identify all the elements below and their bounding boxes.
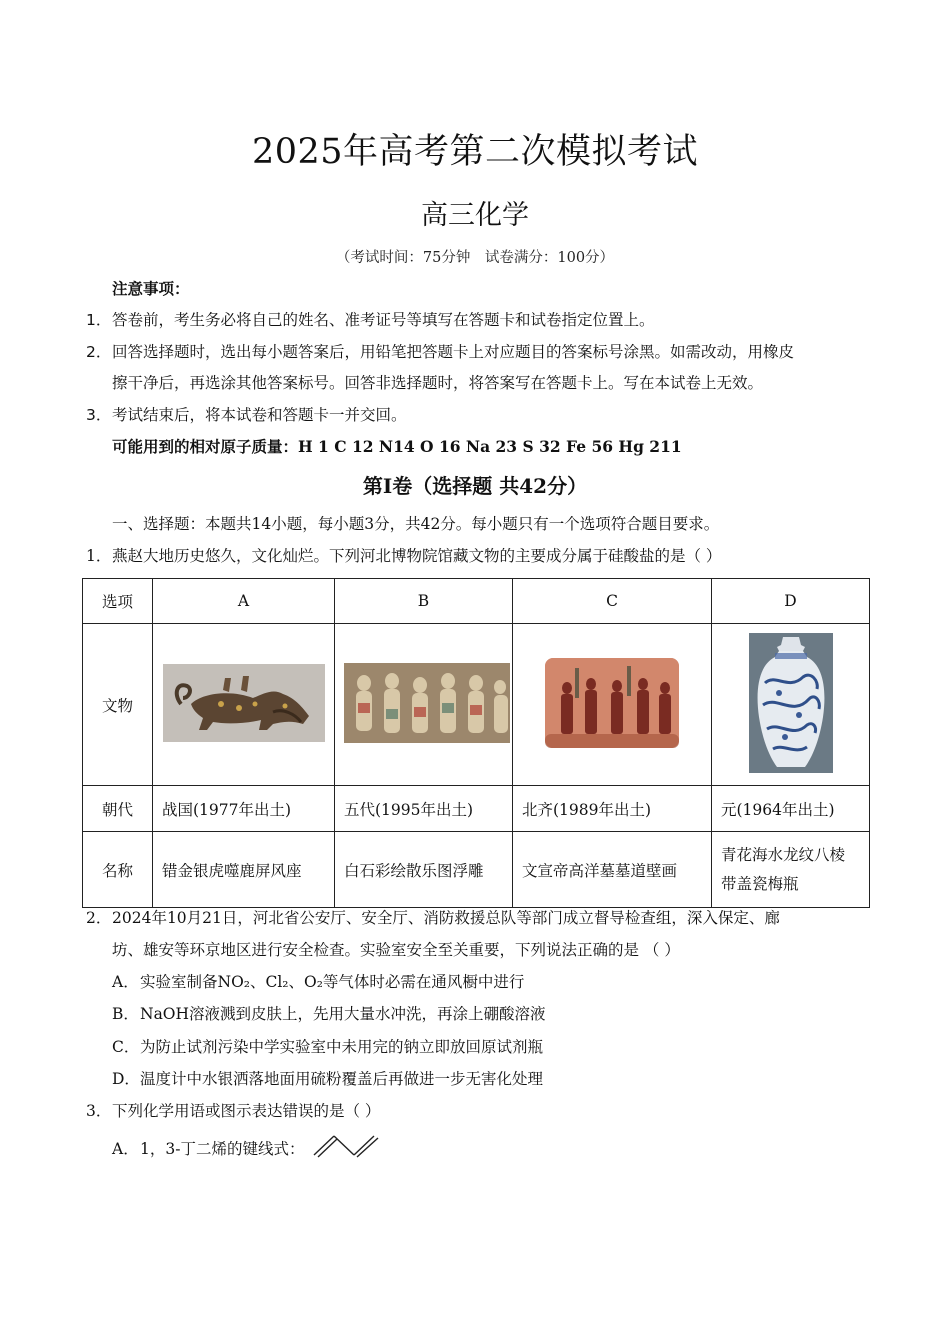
- artifact-c-cell: [513, 624, 712, 786]
- note-item-3: [86, 404, 407, 426]
- note-number: 2．: [86, 343, 112, 361]
- q2-option-d: [112, 1068, 543, 1090]
- q2-option-c: [112, 1036, 543, 1058]
- table-cell: 战国(1977年出土): [153, 786, 335, 832]
- table-dynasty-row: [83, 786, 870, 832]
- artifact-b-cell: [335, 624, 513, 786]
- q2-option-a: [112, 971, 524, 993]
- option-label: C．: [112, 1038, 140, 1056]
- table-header-cell: D: [712, 579, 870, 624]
- butadiene-skeletal-formula: [312, 1133, 382, 1159]
- question-number: 2．: [86, 909, 112, 927]
- table-header-cell: A: [153, 579, 335, 624]
- option-text: 为防止试剂污染中学实验室中未用完的钠立即放回原试剂瓶: [140, 1038, 544, 1056]
- option-label: D．: [112, 1070, 140, 1088]
- table-cell-line: 带盖瓷梅瓶: [721, 874, 799, 893]
- note-text: 回答选择题时，选出每小题答案后，用铅笔把答题卡上对应题目的答案标号涂黑。如需改动，用橡皮: [112, 343, 795, 361]
- question-3: [86, 1100, 380, 1122]
- table-header-row: [83, 579, 870, 624]
- mural-painting-image: [545, 658, 679, 748]
- table-header-cell: C: [513, 579, 712, 624]
- option-label: A．: [112, 973, 139, 991]
- porcelain-vase-image: [749, 633, 833, 773]
- table-row-label: 文物: [83, 624, 153, 786]
- note-number: 1．: [86, 311, 112, 329]
- table-row-label: 名称: [83, 832, 153, 908]
- question-number: 1．: [86, 547, 112, 565]
- exam-subtitle: 高三化学: [421, 200, 529, 231]
- section-instruction: 一、选择题：本题共14小题，每小题3分，共42分。每小题只有一个选项符合题目要求。: [112, 515, 720, 533]
- option-label: A．: [112, 1140, 139, 1158]
- question-2-cont: 坊、雄安等环京地区进行安全检查。实验室安全至关重要，下列说法正确的是 （ ）: [112, 941, 680, 959]
- option-text: 实验室制备NO₂、Cl₂、O₂等气体时必需在通风橱中进行: [140, 973, 525, 991]
- question-2: [86, 907, 780, 929]
- option-text: 1，3-丁二烯的键线式：: [140, 1140, 305, 1158]
- table-cell-line: 青花海水龙纹八棱: [721, 845, 846, 864]
- table-cell: 文宣帝高洋墓墓道壁画: [513, 832, 712, 908]
- question-number: 3．: [86, 1102, 112, 1120]
- artifact-d-cell: [712, 624, 870, 786]
- relief-carving-image: [344, 663, 510, 743]
- table-header-cell: 选项: [83, 579, 153, 624]
- option-label: B．: [112, 1005, 139, 1023]
- q3-option-a: [112, 1138, 304, 1160]
- option-text: NaOH溶液溅到皮肤上，先用大量水冲洗，再涂上硼酸溶液: [140, 1005, 546, 1023]
- question-stem: 下列化学用语或图示表达错误的是（ ）: [112, 1102, 381, 1120]
- table-cell: 元(1964年出土): [712, 786, 870, 832]
- table-cell: 北齐(1989年出土): [513, 786, 712, 832]
- table-cell: 五代(1995年出土): [335, 786, 513, 832]
- table-cell: 白石彩绘散乐图浮雕: [335, 832, 513, 908]
- tiger-bronze-image: [163, 664, 325, 742]
- table-row-label: 朝代: [83, 786, 153, 832]
- note-item-2-cont: 擦干净后，再选涂其他答案标号。回答非选择题时，将答案写在答题卡上。写在本试卷上无效。: [112, 374, 764, 392]
- table-artifact-row: [83, 624, 870, 786]
- note-item-2: [86, 341, 794, 363]
- question-stem: 2024年10月21日，河北省公安厅、安全厅、消防救援总队等部门成立督导检查组，深入保定、廊: [112, 909, 780, 927]
- note-text: 考试结束后，将本试卷和答题卡一并交回。: [112, 406, 407, 424]
- option-text: 温度计中水银洒落地面用硫粉覆盖后再做进一步无害化处理: [140, 1070, 544, 1088]
- question-stem: 燕赵大地历史悠久，文化灿烂。下列河北博物院馆藏文物的主要成分属于硅酸盐的是（ ）: [112, 547, 722, 565]
- atomic-masses: 可能用到的相对原子质量：H 1 C 12 N14 O 16 Na 23 S 32 Fe 56 Hg 211: [112, 437, 682, 456]
- q2-option-b: [112, 1003, 546, 1025]
- question-1: [86, 545, 721, 567]
- note-number: 3．: [86, 406, 112, 424]
- notes-heading: 注意事项：: [112, 280, 190, 298]
- note-item-1: [86, 309, 655, 331]
- table-header-cell: B: [335, 579, 513, 624]
- section-title: 第Ⅰ卷（选择题 共42分）: [362, 474, 588, 498]
- exam-title: 2025年高考第二次模拟考试: [251, 132, 699, 172]
- exam-info: （考试时间：75分钟 试卷满分：100分）: [335, 250, 615, 266]
- table-name-row: [83, 832, 870, 908]
- artifact-table: [82, 578, 870, 908]
- note-text: 答卷前，考生务必将自己的姓名、准考证号等填写在答题卡和试卷指定位置上。: [112, 311, 655, 329]
- table-cell: 错金银虎噬鹿屏风座: [153, 832, 335, 908]
- table-cell: [712, 832, 870, 908]
- artifact-a-cell: [153, 624, 335, 786]
